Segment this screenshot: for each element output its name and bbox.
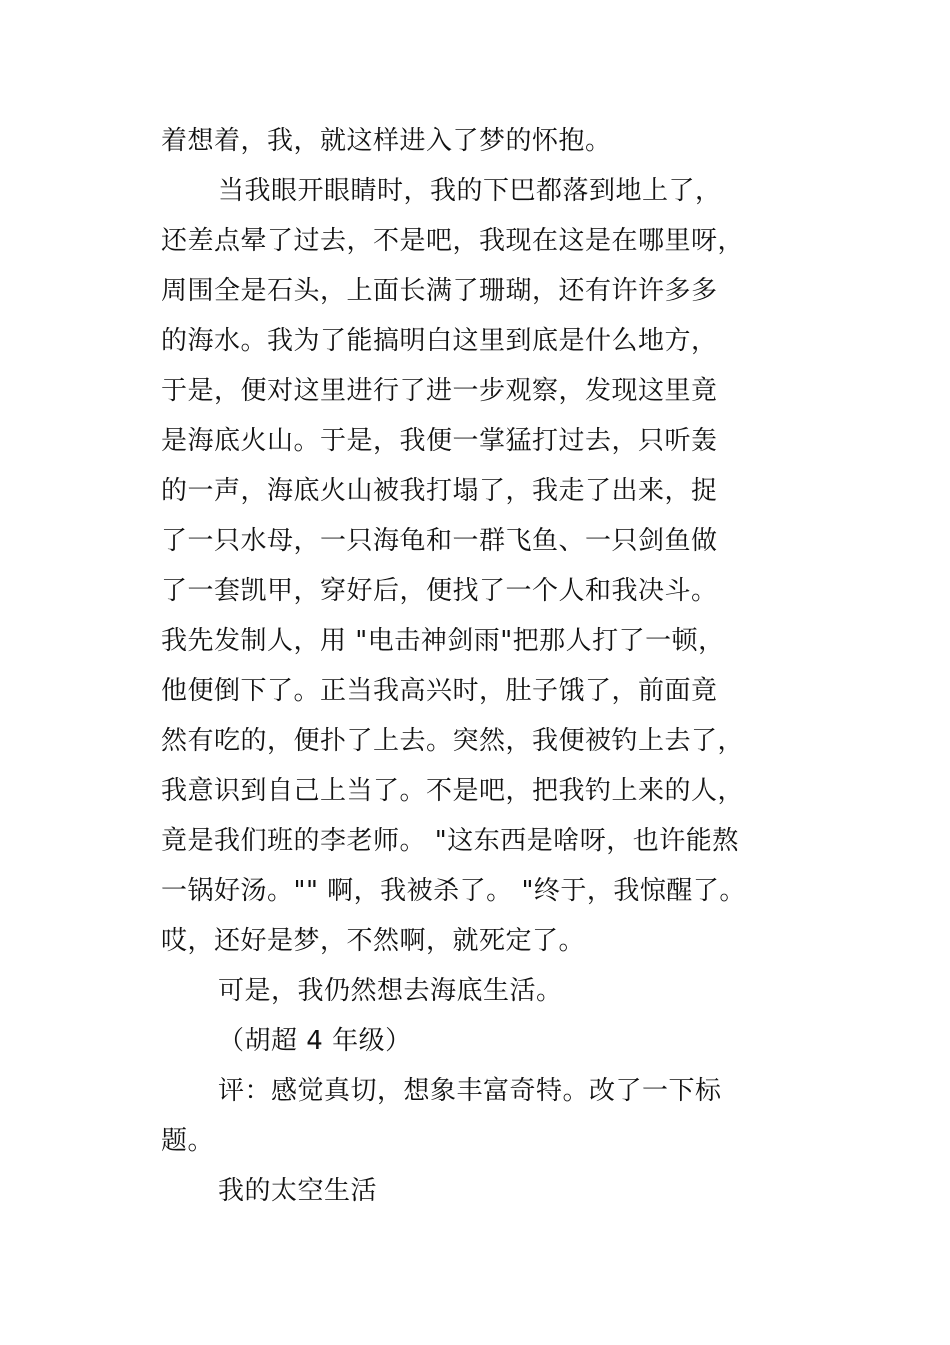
comment-line: 评：感觉真切，想象丰富奇特。改了一下标: [218, 1076, 722, 1106]
text-line: 他便倒下了。正当我高兴时，肚子饿了，前面竟: [161, 676, 718, 706]
text-line: 着想着，我，就这样进入了梦的怀抱。: [161, 126, 612, 156]
text-line: 的海水。我为了能搞明白这里到底是什么地方，: [161, 326, 718, 356]
text-line: 的一声，海底火山被我打塌了，我走了出来，捉: [161, 476, 718, 506]
text-line: 是海底火山。于是，我便一掌猛打过去，只听轰: [161, 426, 718, 456]
text-line: 哎，还好是梦，不然啊，就死定了。: [161, 926, 586, 956]
text-line: 然有吃的，便扑了上去。突然，我便被钓上去了，: [161, 726, 745, 756]
text-line: 周围全是石头，上面长满了珊瑚，还有许许多多: [161, 276, 718, 306]
text-line: 我意识到自己上当了。不是吧，把我钓上来的人，: [161, 776, 745, 806]
author-line: （胡超 4 年级）: [218, 1026, 412, 1056]
text-line: 竟是我们班的李老师。 "这东西是啥呀，也许能熬: [161, 826, 739, 856]
text-line: 还差点晕了过去，不是吧，我现在这是在哪里呀，: [161, 226, 745, 256]
text-line: 了一只水母，一只海龟和一群飞鱼、一只剑鱼做: [161, 526, 718, 556]
text-line: 我先发制人，用 "电击神剑雨"把那人打了一顿，: [161, 626, 725, 656]
section-title: 我的太空生活: [218, 1176, 378, 1206]
text-line: 一锅好汤。"" 啊，我被杀了。 "终于，我惊醒了。: [161, 876, 746, 906]
text-line: 了一套凯甲，穿好后，便找了一个人和我决斗。: [161, 576, 718, 606]
comment-line: 题。: [161, 1126, 215, 1156]
paragraph-start-line: 可是，我仍然想去海底生活。: [218, 976, 563, 1006]
text-line: 于是，便对这里进行了进一步观察，发现这里竟: [161, 376, 718, 406]
paragraph-start-line: 当我眼开眼睛时，我的下巴都落到地上了，: [218, 176, 722, 206]
